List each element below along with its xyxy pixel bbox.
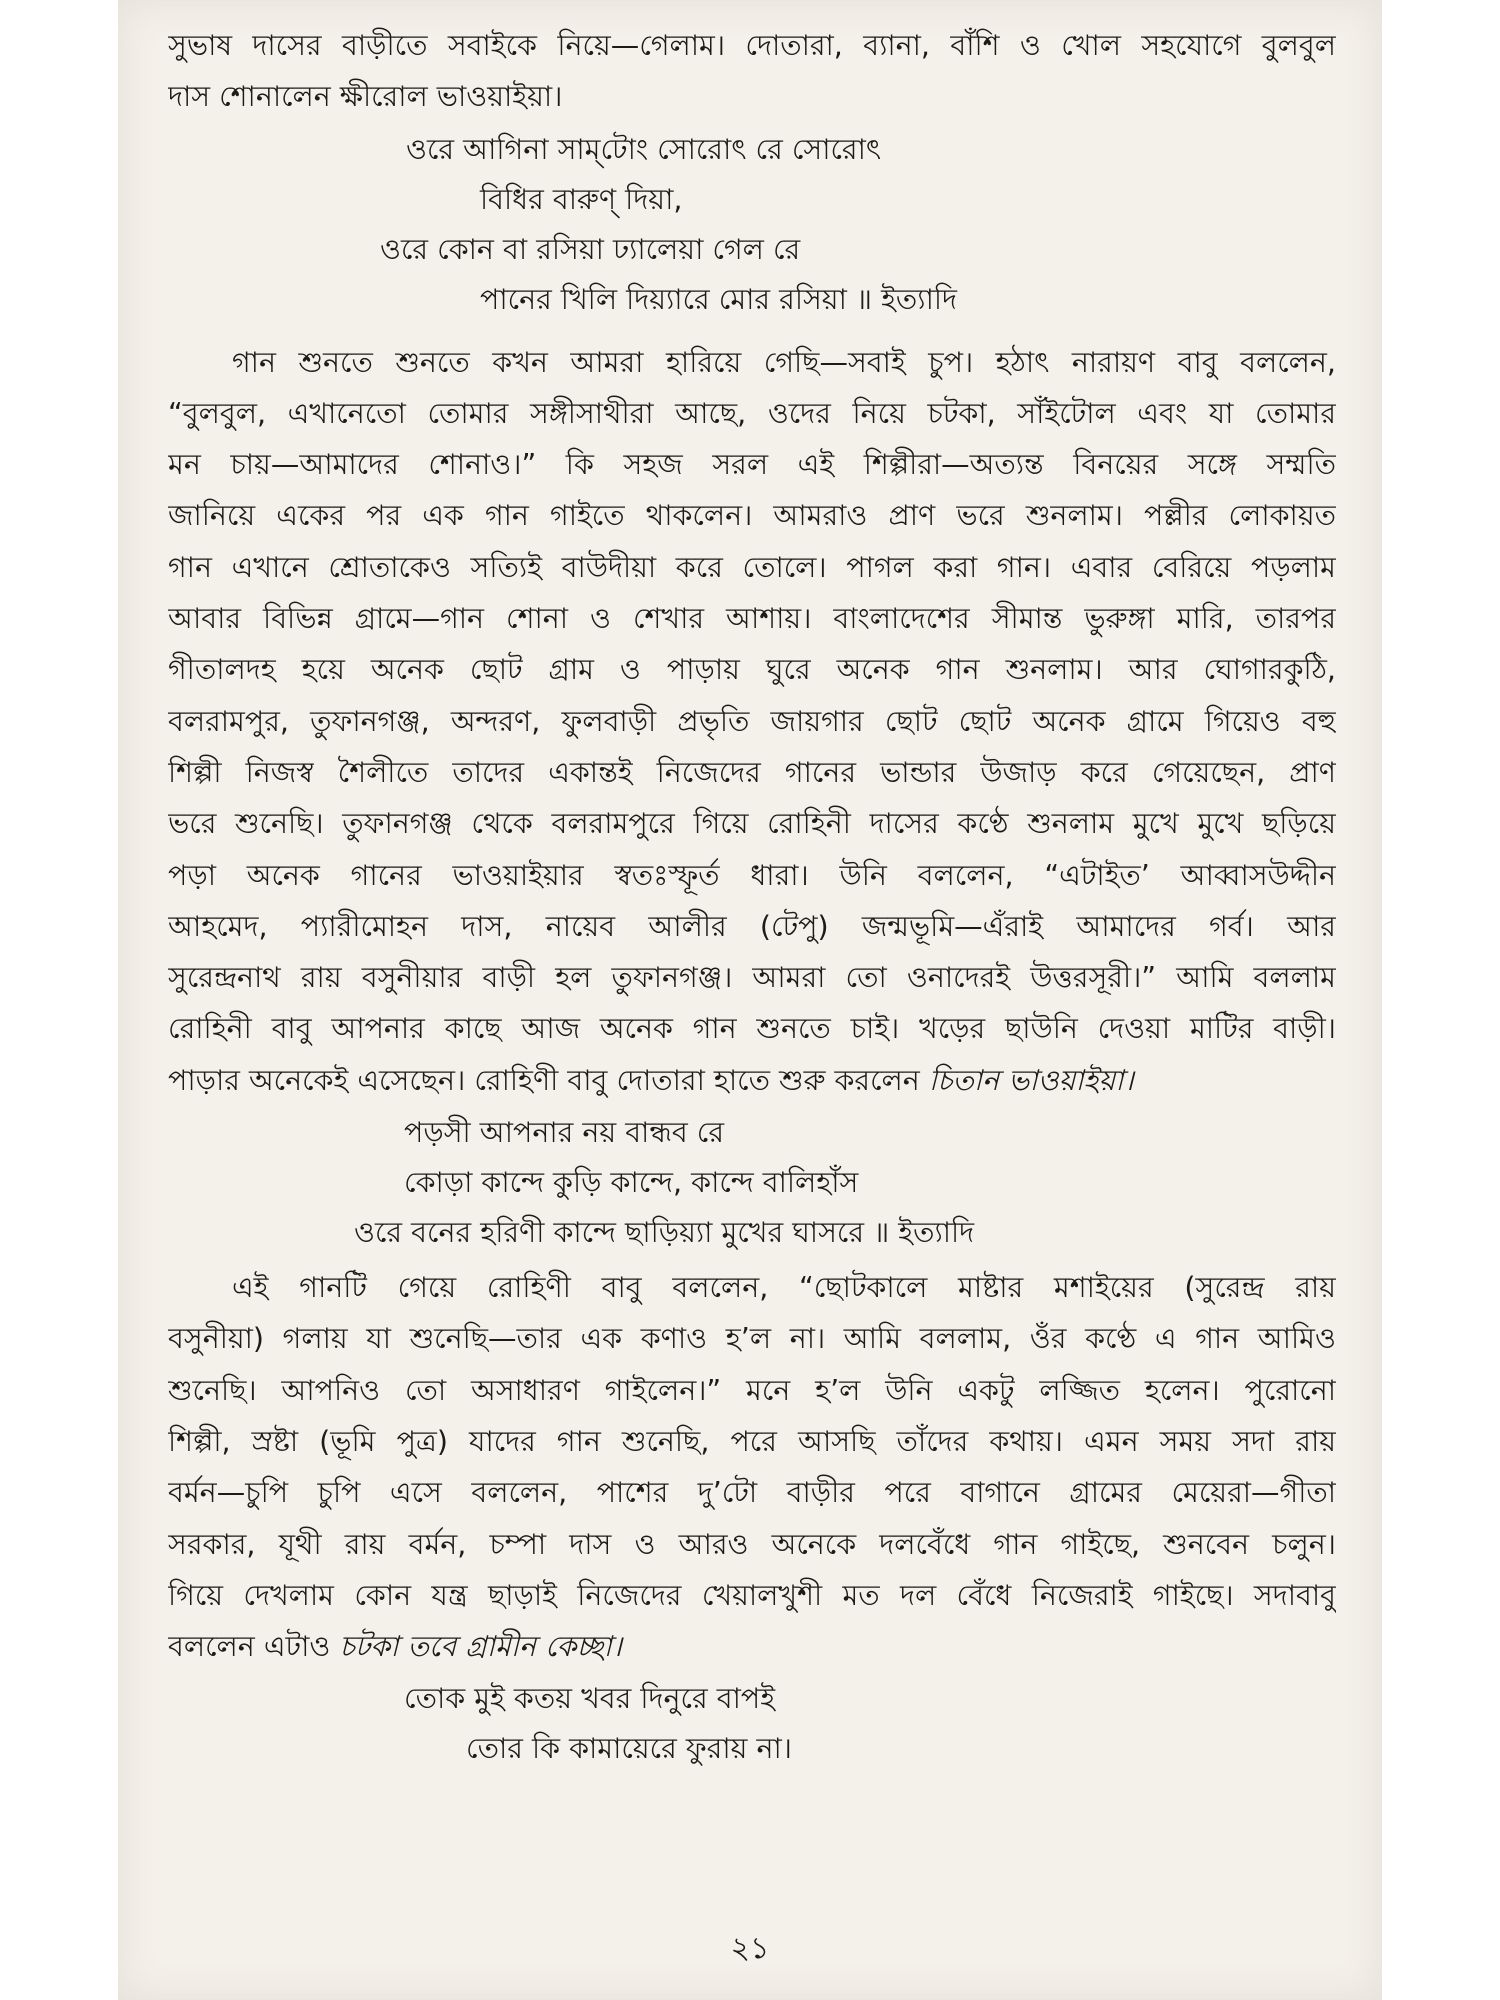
verse-1 [168, 125, 1336, 325]
text-line: আহমেদ, প্যারীমোহন দাস, নায়েব আলীর (টেপু) জন্মভূমি—এঁরাই আমাদের গর্ব। আর [168, 909, 1336, 943]
verse-line: তোর কি কামায়েরে ফুরায় না। [466, 1732, 792, 1766]
text-line: গিয়ে দেখলাম কোন যন্ত্র ছাড়াই নিজেদের খেয়ালখুশী মত দল বেঁধে নিজেরাই গাইছে। সদাবাবু [168, 1578, 1336, 1612]
text-run: পাড়ার অনেকেই এসেছেন। রোহিণী বাবু দোতারা হাতে শুরু করলেন [168, 1063, 929, 1097]
verse-2 [168, 1108, 1336, 1258]
paragraph-1 [168, 20, 1336, 123]
verse-line: তোক মুই কতয় খবর দিনুরে বাপই [404, 1682, 776, 1716]
text-line: সরকার, যূথী রায় বর্মন, চম্পা দাস ও আরও অনেকে দলবেঁধে গান গাইছে, শুনবেন চলুন। [168, 1527, 1336, 1561]
verse-3 [168, 1674, 1336, 1774]
verse-line: পানের খিলি দিয়্যারে মোর রসিয়া ॥ ইত্যাদি [480, 282, 957, 316]
text-line: দাস শোনালেন ক্ষীরোল ভাওয়াইয়া। [168, 80, 563, 114]
text-line: গান এখানে শ্রোতাকেও সত্যিই বাউদীয়া করে তোলে। পাগল করা গান। এবার বেরিয়ে পড়লাম [168, 550, 1336, 584]
verse-line: ওরে বনের হরিণী কান্দে ছাড়িয়্যা মুখের ঘাসরে ॥ ইত্যাদি [354, 1216, 975, 1250]
text-line [168, 1055, 1336, 1106]
text-run: বললেন এটাও [168, 1630, 340, 1664]
text-line: গীতালদহ হয়ে অনেক ছোট গ্রাম ও পাড়ায় ঘুরে অনেক গান শুনলাম। আর ঘোগারকুঠি, [168, 653, 1336, 687]
song-genre-emphasis: চটকা তবে গ্রামীন কেচ্ছা। [339, 1630, 622, 1664]
text-line: পড়া অনেক গানের ভাওয়াইয়ার স্বতঃস্ফূর্ত ধারা। উনি বললেন, “এটাইত’ আব্বাসউদ্দীন [168, 858, 1336, 892]
text-line: আবার বিভিন্ন গ্রামে—গান শোনা ও শেখার আশায়। বাংলাদেশের সীমান্ত ভুরুঙ্গা মারি, তারপর [168, 602, 1336, 636]
text-line: গান শুনতে শুনতে কখন আমরা হারিয়ে গেছি—সবাই চুপ। হঠাৎ নারায়ণ বাবু বললেন, [232, 345, 1336, 379]
text-line: সুভাষ দাসের বাড়ীতে সবাইকে নিয়ে—গেলাম। দোতারা, ব্যানা, বাঁশি ও খোল সহযোগে বুলবুল [168, 29, 1336, 62]
verse-line: পড়সী আপনার নয় বান্ধব রে [404, 1116, 725, 1150]
verse-line: ওরে আগিনা সাম্‌টোং সোরোৎ রে সোরোৎ [406, 132, 882, 166]
paragraph-3 [168, 1262, 1336, 1672]
text-line: জানিয়ে একের পর এক গান গাইতে থাকলেন। আমরাও প্রাণ ভরে শুনলাম। পল্লীর লোকায়ত [168, 499, 1336, 533]
page-body [168, 20, 1336, 1774]
song-genre-emphasis: চিতান ভাওয়াইয়া। [928, 1063, 1134, 1097]
text-line: সুরেন্দ্রনাথ রায় বসুনীয়ার বাড়ী হল তুফানগঞ্জ। আমরা তো ওনাদেরই উত্তরসূরী।” আমি বললাম [168, 961, 1336, 995]
paragraph-2 [168, 337, 1336, 1106]
text-line [168, 1621, 1336, 1672]
text-line: ভরে শুনেছি। তুফানগঞ্জ থেকে বলরামপুরে গিয়ে রোহিনী দাসের কণ্ঠে শুনলাম মুখে মুখে ছড়িয়ে [168, 807, 1336, 841]
verse-line: কোড়া কান্দে কুড়ি কান্দে, কান্দে বালিহাঁস [404, 1166, 859, 1200]
text-line: মন চায়—আমাদের শোনাও।” কি সহজ সরল এই শিল্পীরা—অত্যন্ত বিনয়ের সঙ্গে সম্মতি [168, 448, 1336, 482]
text-line: শিল্পী, স্রষ্টা (ভূমি পুত্র) যাদের গান শুনেছি, পরে আসছি তাঁদের কথায়। এমন সময় সদা রায় [168, 1424, 1336, 1458]
text-line: রোহিনী বাবু আপনার কাছে আজ অনেক গান শুনতে চাই। খড়ের ছাউনি দেওয়া মাটির বাড়ী। [168, 1012, 1336, 1046]
text-line: শিল্পী নিজস্ব শৈলীতে তাদের একান্তই নিজেদের গানের ভান্ডার উজাড় করে গেয়েছেন, প্রাণ [168, 755, 1336, 789]
text-line: বর্মন—চুপি চুপি এসে বললেন, পাশের দু’টো বাড়ীর পরে বাগানে গ্রামের মেয়েরা—গীতা [168, 1476, 1336, 1510]
text-line: এই গানটি গেয়ে রোহিণী বাবু বললেন, “ছোটকালে মাষ্টার মশাইয়ের (সুরেন্দ্র রায় [232, 1271, 1336, 1305]
book-page [118, 0, 1382, 2000]
verse-line: বিধির বারুণ্‌ দিয়া, [480, 182, 683, 216]
page-number: ২১ [730, 1931, 770, 1966]
text-line: “বুলবুল, এখানেতো তোমার সঙ্গীসাথীরা আছে, ওদের নিয়ে চটকা, সাঁইটোল এবং যা তোমার [168, 396, 1336, 430]
text-line: শুনেছি। আপনিও তো অসাধারণ গাইলেন।” মনে হ’ল উনি একটু লজ্জিত হলেন। পুরোনো [168, 1373, 1336, 1407]
verse-line: ওরে কোন বা রসিয়া ঢ্যালেয়া গেল রে [380, 232, 801, 266]
text-line: বলরামপুর, তুফানগঞ্জ, অন্দরণ, ফুলবাড়ী প্রভৃতি জায়গার ছোট ছোট অনেক গ্রামে গিয়েও বহু [168, 704, 1336, 738]
text-line: বসুনীয়া) গলায় যা শুনেছি—তার এক কণাও হ’ল না। আমি বললাম, ওঁর কণ্ঠে এ গান আমিও [168, 1322, 1336, 1356]
